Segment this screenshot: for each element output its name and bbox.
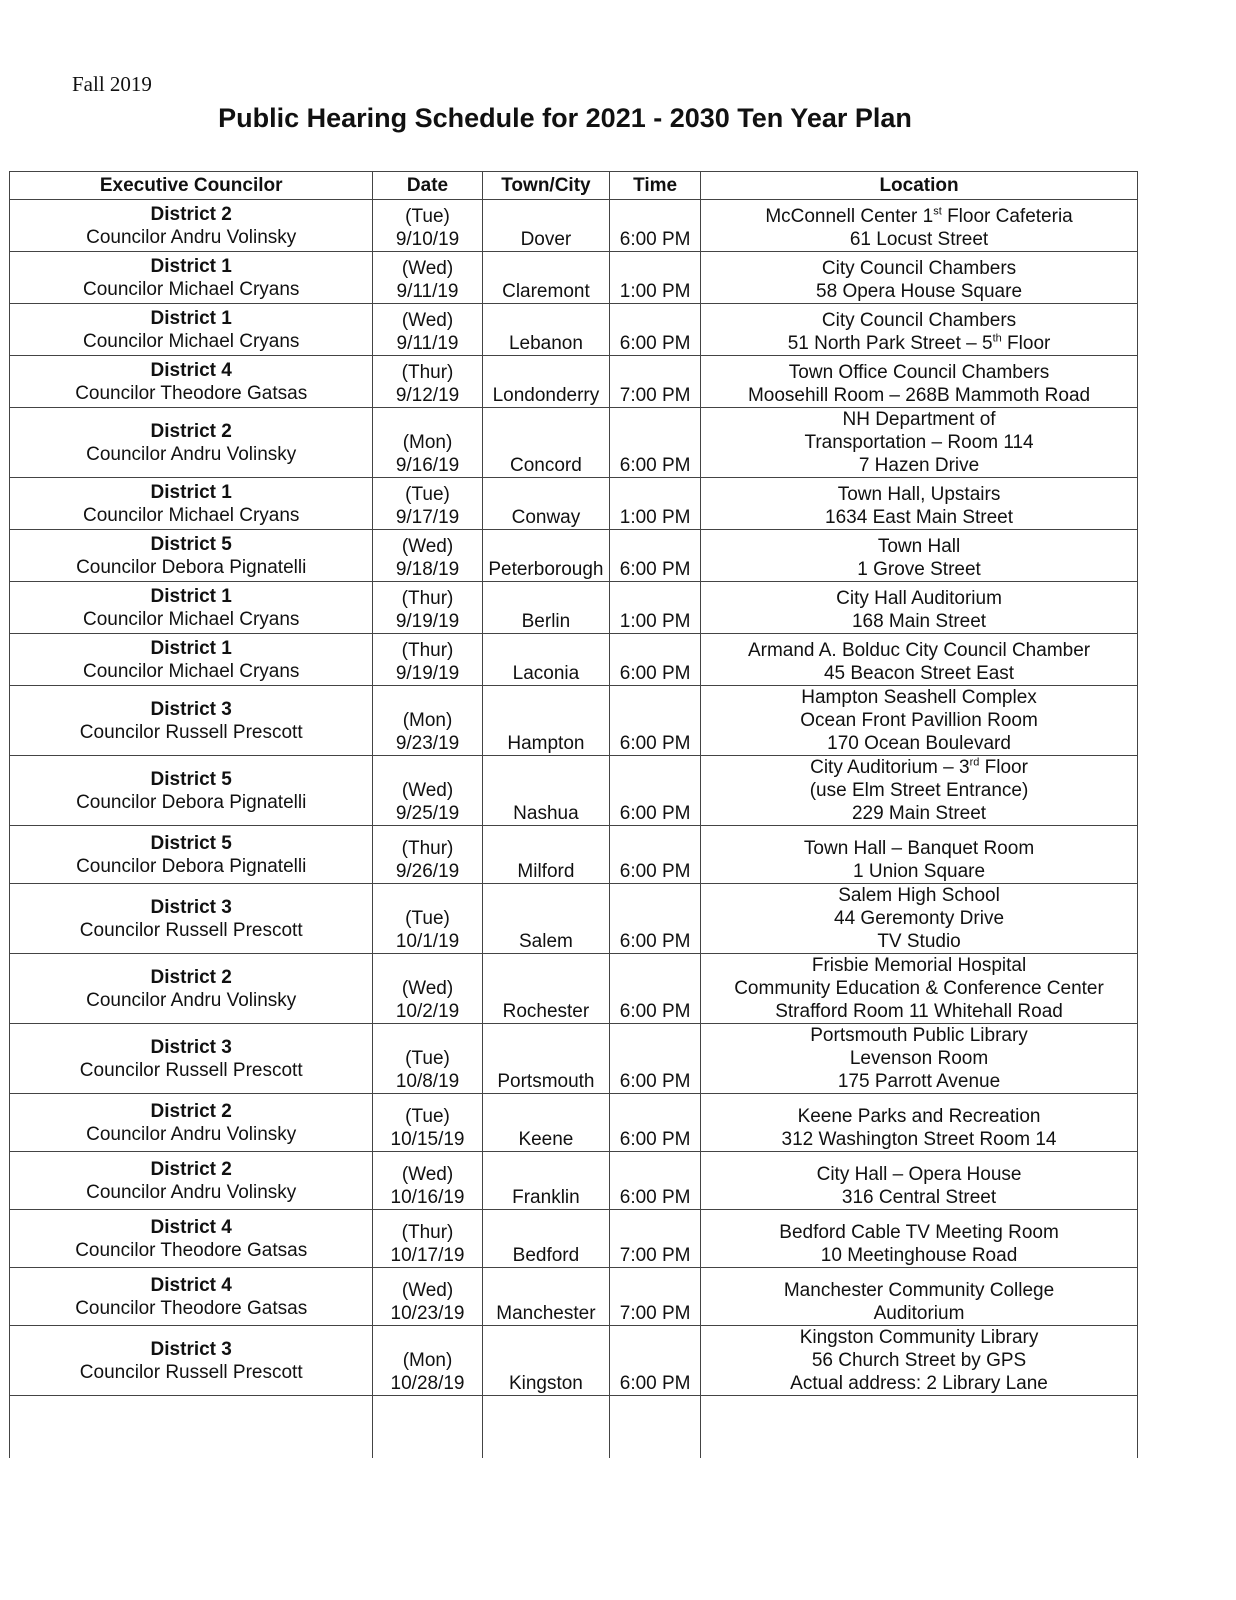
location-line: Frisbie Memorial Hospital bbox=[811, 955, 1027, 976]
location-cell bbox=[701, 1268, 1138, 1326]
councilor-name: Councilor Debora Pignatelli bbox=[76, 855, 307, 877]
district-label: District 3 bbox=[150, 1036, 232, 1058]
location-line: TV Studio bbox=[877, 931, 961, 952]
location-text: 51 North Park Street – 5 bbox=[787, 333, 993, 354]
town-cell: Londonderry bbox=[482, 356, 610, 408]
district-label: District 5 bbox=[150, 832, 232, 854]
date-value: 10/16/19 bbox=[390, 1187, 465, 1208]
date-value: 10/23/19 bbox=[390, 1303, 465, 1324]
date-cell bbox=[373, 884, 482, 954]
location-line: 1634 East Main Street bbox=[825, 507, 1014, 528]
weekday: (Tue) bbox=[405, 484, 450, 505]
councilor-name: Councilor Debora Pignatelli bbox=[76, 556, 307, 578]
district-label: District 2 bbox=[150, 203, 232, 225]
weekday: (Thur) bbox=[401, 838, 454, 859]
table-row bbox=[10, 200, 1138, 252]
councilor-cell bbox=[10, 530, 373, 582]
date-value: 9/11/19 bbox=[396, 281, 459, 302]
location-line: 7 Hazen Drive bbox=[858, 455, 980, 476]
district-label: District 1 bbox=[150, 585, 232, 607]
weekday: (Mon) bbox=[402, 432, 453, 453]
councilor-name: Councilor Theodore Gatsas bbox=[75, 382, 308, 404]
date-cell bbox=[373, 756, 482, 826]
date-value: 9/26/19 bbox=[395, 861, 460, 882]
location-cell bbox=[701, 1024, 1138, 1094]
councilor-name: Councilor Andru Volinsky bbox=[86, 1123, 297, 1145]
location-line: Actual address: 2 Library Lane bbox=[790, 1373, 1048, 1394]
date-cell bbox=[373, 408, 482, 478]
table-row bbox=[10, 252, 1138, 304]
weekday: (Thur) bbox=[401, 362, 454, 383]
location-line: 10 Meetinghouse Road bbox=[820, 1245, 1018, 1266]
header-location: Location bbox=[701, 172, 1138, 200]
councilor-name: Councilor Michael Cryans bbox=[82, 660, 300, 682]
location-line: City Hall – Opera House bbox=[816, 1164, 1022, 1185]
location-line: (use Elm Street Entrance) bbox=[809, 780, 1029, 801]
date-value: 9/16/19 bbox=[395, 455, 460, 476]
location-text: Floor Cafeteria bbox=[941, 206, 1073, 227]
header-town: Town/City bbox=[482, 172, 610, 200]
time-cell: 1:00 PM bbox=[610, 582, 701, 634]
date-value: 9/17/19 bbox=[395, 507, 460, 528]
town-cell: Concord bbox=[482, 408, 610, 478]
ordinal-suffix: st bbox=[933, 205, 942, 218]
date-value: 10/17/19 bbox=[390, 1245, 465, 1266]
councilor-name: Councilor Andru Volinsky bbox=[86, 443, 297, 465]
table-row bbox=[10, 1268, 1138, 1326]
time-cell: 7:00 PM bbox=[610, 356, 701, 408]
town-cell: Hampton bbox=[482, 686, 610, 756]
weekday: (Wed) bbox=[401, 310, 454, 331]
table-row bbox=[10, 356, 1138, 408]
district-label: District 2 bbox=[150, 1158, 232, 1180]
district-label: District 4 bbox=[150, 1216, 232, 1238]
date-cell bbox=[373, 304, 482, 356]
header-councilor: Executive Councilor bbox=[10, 172, 373, 200]
table-row bbox=[10, 530, 1138, 582]
town-cell: Manchester bbox=[482, 1268, 610, 1326]
town-cell: Berlin bbox=[482, 582, 610, 634]
location-line: Town Hall, Upstairs bbox=[837, 484, 1001, 505]
location-line: City Council Chambers bbox=[821, 310, 1017, 331]
councilor-cell bbox=[10, 304, 373, 356]
town-cell: Nashua bbox=[482, 756, 610, 826]
location-cell bbox=[701, 408, 1138, 478]
time-cell: 6:00 PM bbox=[610, 884, 701, 954]
councilor-cell bbox=[10, 1210, 373, 1268]
time-cell: 7:00 PM bbox=[610, 1210, 701, 1268]
location-line: Town Hall bbox=[877, 536, 961, 557]
table-row bbox=[10, 634, 1138, 686]
table-row bbox=[10, 1210, 1138, 1268]
weekday: (Tue) bbox=[405, 1106, 450, 1127]
date-cell bbox=[373, 1210, 482, 1268]
location-line: Town Hall – Banquet Room bbox=[803, 838, 1035, 859]
time-cell: 1:00 PM bbox=[610, 478, 701, 530]
time-cell: 6:00 PM bbox=[610, 408, 701, 478]
town-cell: Peterborough bbox=[482, 530, 610, 582]
location-cell bbox=[701, 826, 1138, 884]
weekday: (Tue) bbox=[405, 1048, 450, 1069]
date-cell bbox=[373, 356, 482, 408]
location-text: McConnell Center 1 bbox=[765, 206, 934, 227]
date-value: 9/23/19 bbox=[395, 733, 460, 754]
location-line: 44 Geremonty Drive bbox=[834, 908, 1005, 929]
location-text: Floor bbox=[1001, 333, 1051, 354]
date-cell bbox=[373, 634, 482, 686]
location-line: Hampton Seashell Complex bbox=[801, 687, 1037, 708]
table-row bbox=[10, 954, 1138, 1024]
empty-cell bbox=[482, 1396, 610, 1459]
table-row bbox=[10, 582, 1138, 634]
location-cell bbox=[701, 1210, 1138, 1268]
table-row bbox=[10, 1152, 1138, 1210]
councilor-cell bbox=[10, 756, 373, 826]
district-label: District 1 bbox=[150, 307, 232, 329]
councilor-cell bbox=[10, 1268, 373, 1326]
councilor-cell bbox=[10, 634, 373, 686]
town-cell: Conway bbox=[482, 478, 610, 530]
time-cell: 6:00 PM bbox=[610, 756, 701, 826]
location-cell bbox=[701, 530, 1138, 582]
date-value: 9/12/19 bbox=[395, 385, 460, 406]
town-cell: Lebanon bbox=[482, 304, 610, 356]
town-cell: Bedford bbox=[482, 1210, 610, 1268]
table-row bbox=[10, 304, 1138, 356]
page-title: Public Hearing Schedule for 2021 - 2030 Ten Year Plan bbox=[218, 103, 912, 133]
table-body bbox=[10, 200, 1138, 1459]
councilor-cell bbox=[10, 1024, 373, 1094]
date-cell bbox=[373, 686, 482, 756]
councilor-name: Councilor Russell Prescott bbox=[79, 919, 303, 941]
header-date: Date bbox=[373, 172, 482, 200]
weekday: (Thur) bbox=[401, 588, 454, 609]
location-line: 229 Main Street bbox=[851, 803, 987, 824]
header-time: Time bbox=[610, 172, 701, 200]
councilor-cell bbox=[10, 252, 373, 304]
councilor-name: Councilor Michael Cryans bbox=[82, 278, 300, 300]
location-cell bbox=[701, 304, 1138, 356]
date-value: 10/1/19 bbox=[395, 931, 460, 952]
date-cell bbox=[373, 582, 482, 634]
date-value: 9/19/19 bbox=[395, 663, 460, 684]
location-cell bbox=[701, 686, 1138, 756]
location-line: 316 Central Street bbox=[841, 1187, 997, 1208]
councilor-cell bbox=[10, 356, 373, 408]
date-value: 9/19/19 bbox=[395, 611, 460, 632]
councilor-cell bbox=[10, 582, 373, 634]
councilor-cell bbox=[10, 954, 373, 1024]
weekday: (Tue) bbox=[405, 206, 450, 227]
councilor-name: Councilor Michael Cryans bbox=[82, 608, 300, 630]
table-row bbox=[10, 756, 1138, 826]
councilor-name: Councilor Russell Prescott bbox=[79, 721, 303, 743]
weekday: (Wed) bbox=[401, 780, 454, 801]
councilor-name: Councilor Russell Prescott bbox=[79, 1361, 303, 1383]
councilor-name: Councilor Michael Cryans bbox=[82, 504, 300, 526]
district-label: District 3 bbox=[150, 896, 232, 918]
district-label: District 4 bbox=[150, 359, 232, 381]
location-line: 168 Main Street bbox=[851, 611, 987, 632]
date-value: 10/28/19 bbox=[390, 1373, 465, 1394]
table-row bbox=[10, 884, 1138, 954]
table-row bbox=[10, 826, 1138, 884]
town-cell: Salem bbox=[482, 884, 610, 954]
location-line bbox=[703, 756, 1135, 779]
empty-cell bbox=[610, 1396, 701, 1459]
town-cell: Milford bbox=[482, 826, 610, 884]
councilor-cell bbox=[10, 1152, 373, 1210]
time-cell: 6:00 PM bbox=[610, 530, 701, 582]
location-cell bbox=[701, 1094, 1138, 1152]
councilor-name: Councilor Debora Pignatelli bbox=[76, 791, 307, 813]
weekday: (Wed) bbox=[401, 258, 454, 279]
location-cell bbox=[701, 1326, 1138, 1396]
table-filler-row bbox=[10, 1396, 1138, 1459]
district-label: District 3 bbox=[150, 1338, 232, 1360]
district-label: District 2 bbox=[150, 966, 232, 988]
town-cell: Claremont bbox=[482, 252, 610, 304]
district-label: District 1 bbox=[150, 637, 232, 659]
weekday: (Wed) bbox=[401, 1164, 454, 1185]
district-label: District 1 bbox=[150, 481, 232, 503]
location-cell bbox=[701, 1152, 1138, 1210]
location-line bbox=[703, 332, 1135, 355]
time-cell: 6:00 PM bbox=[610, 1326, 701, 1396]
location-line: NH Department of bbox=[842, 409, 996, 430]
location-line: Keene Parks and Recreation bbox=[797, 1106, 1041, 1127]
councilor-cell bbox=[10, 686, 373, 756]
location-line: Auditorium bbox=[873, 1303, 965, 1324]
empty-cell bbox=[701, 1396, 1138, 1459]
date-cell bbox=[373, 1094, 482, 1152]
weekday: (Tue) bbox=[405, 908, 450, 929]
hearing-schedule-table bbox=[9, 171, 1138, 1458]
season-label: Fall 2019 bbox=[72, 72, 152, 96]
date-value: 10/2/19 bbox=[395, 1001, 460, 1022]
councilor-cell bbox=[10, 826, 373, 884]
date-value: 10/15/19 bbox=[390, 1129, 465, 1150]
table-row bbox=[10, 408, 1138, 478]
district-label: District 5 bbox=[150, 768, 232, 790]
time-cell: 1:00 PM bbox=[610, 252, 701, 304]
time-cell: 6:00 PM bbox=[610, 686, 701, 756]
location-cell bbox=[701, 200, 1138, 252]
location-line bbox=[703, 205, 1135, 228]
location-line: Manchester Community College bbox=[783, 1280, 1055, 1301]
date-cell bbox=[373, 1024, 482, 1094]
district-label: District 5 bbox=[150, 533, 232, 555]
date-value: 9/18/19 bbox=[395, 559, 460, 580]
date-cell bbox=[373, 252, 482, 304]
location-cell bbox=[701, 252, 1138, 304]
councilor-name: Councilor Andru Volinsky bbox=[86, 226, 297, 248]
location-text: Floor bbox=[979, 757, 1028, 778]
date-cell bbox=[373, 478, 482, 530]
councilor-cell bbox=[10, 200, 373, 252]
table-row bbox=[10, 1024, 1138, 1094]
location-line: 1 Grove Street bbox=[857, 559, 981, 580]
ordinal-suffix: th bbox=[992, 332, 1002, 345]
councilor-cell bbox=[10, 408, 373, 478]
location-line: Moosehill Room – 268B Mammoth Road bbox=[747, 385, 1091, 406]
location-line: 170 Ocean Boulevard bbox=[827, 733, 1011, 754]
location-cell bbox=[701, 478, 1138, 530]
empty-cell bbox=[373, 1396, 482, 1459]
date-value: 9/11/19 bbox=[396, 333, 459, 354]
time-cell: 6:00 PM bbox=[610, 1152, 701, 1210]
date-cell bbox=[373, 826, 482, 884]
table-row bbox=[10, 478, 1138, 530]
district-label: District 1 bbox=[150, 255, 232, 277]
location-line: Strafford Room 11 Whitehall Road bbox=[775, 1001, 1063, 1022]
councilor-name: Councilor Andru Volinsky bbox=[86, 989, 297, 1011]
time-cell: 7:00 PM bbox=[610, 1268, 701, 1326]
ordinal-suffix: rd bbox=[969, 756, 980, 769]
councilor-name: Councilor Andru Volinsky bbox=[86, 1181, 297, 1203]
location-line: Community Education & Conference Center bbox=[734, 978, 1104, 999]
councilor-cell bbox=[10, 884, 373, 954]
location-line: Bedford Cable TV Meeting Room bbox=[779, 1222, 1059, 1243]
weekday: (Thur) bbox=[401, 640, 454, 661]
town-cell: Franklin bbox=[482, 1152, 610, 1210]
location-cell bbox=[701, 954, 1138, 1024]
time-cell: 6:00 PM bbox=[610, 826, 701, 884]
location-line: Town Office Council Chambers bbox=[788, 362, 1050, 383]
location-cell bbox=[701, 634, 1138, 686]
councilor-name: Councilor Michael Cryans bbox=[82, 330, 300, 352]
date-value: 9/25/19 bbox=[395, 803, 460, 824]
district-label: District 3 bbox=[150, 698, 232, 720]
location-line: Kingston Community Library bbox=[799, 1327, 1039, 1348]
location-text: City Auditorium – 3 bbox=[810, 757, 970, 778]
date-cell bbox=[373, 530, 482, 582]
date-cell bbox=[373, 1152, 482, 1210]
table-row bbox=[10, 686, 1138, 756]
councilor-cell bbox=[10, 478, 373, 530]
date-cell bbox=[373, 1268, 482, 1326]
town-cell: Keene bbox=[482, 1094, 610, 1152]
empty-cell bbox=[10, 1396, 373, 1459]
location-line: 56 Church Street by GPS bbox=[811, 1350, 1027, 1371]
location-line: 312 Washington Street Room 14 bbox=[781, 1129, 1057, 1150]
time-cell: 6:00 PM bbox=[610, 1024, 701, 1094]
weekday: (Thur) bbox=[401, 1222, 454, 1243]
location-line: City Hall Auditorium bbox=[836, 588, 1002, 609]
date-cell bbox=[373, 200, 482, 252]
location-line: Levenson Room bbox=[849, 1048, 989, 1069]
location-line: Portsmouth Public Library bbox=[810, 1025, 1028, 1046]
town-cell: Kingston bbox=[482, 1326, 610, 1396]
councilor-name: Councilor Theodore Gatsas bbox=[75, 1239, 308, 1261]
location-line: 45 Beacon Street East bbox=[823, 663, 1015, 684]
location-line: 175 Parrott Avenue bbox=[837, 1071, 1001, 1092]
location-line: 61 Locust Street bbox=[849, 229, 989, 250]
time-cell: 6:00 PM bbox=[610, 304, 701, 356]
town-cell: Laconia bbox=[482, 634, 610, 686]
location-line: 1 Union Square bbox=[853, 861, 986, 882]
time-cell: 6:00 PM bbox=[610, 200, 701, 252]
weekday: (Wed) bbox=[401, 978, 454, 999]
time-cell: 6:00 PM bbox=[610, 634, 701, 686]
weekday: (Mon) bbox=[402, 1350, 453, 1371]
table-header-row bbox=[10, 172, 1138, 200]
location-cell bbox=[701, 356, 1138, 408]
weekday: (Wed) bbox=[401, 1280, 454, 1301]
councilor-cell bbox=[10, 1094, 373, 1152]
date-cell bbox=[373, 954, 482, 1024]
location-line: Armand A. Bolduc City Council Chamber bbox=[747, 640, 1091, 661]
date-cell bbox=[373, 1326, 482, 1396]
date-value: 9/10/19 bbox=[395, 229, 460, 250]
town-cell: Rochester bbox=[482, 954, 610, 1024]
location-cell bbox=[701, 582, 1138, 634]
town-cell: Portsmouth bbox=[482, 1024, 610, 1094]
location-line: Salem High School bbox=[838, 885, 1000, 906]
councilor-cell bbox=[10, 1326, 373, 1396]
district-label: District 4 bbox=[150, 1274, 232, 1296]
location-line: City Council Chambers bbox=[821, 258, 1017, 279]
location-line: Transportation – Room 114 bbox=[804, 432, 1034, 453]
district-label: District 2 bbox=[150, 420, 232, 442]
location-cell bbox=[701, 756, 1138, 826]
councilor-name: Councilor Russell Prescott bbox=[79, 1059, 303, 1081]
location-line: 58 Opera House Square bbox=[816, 281, 1023, 302]
time-cell: 6:00 PM bbox=[610, 954, 701, 1024]
date-value: 10/8/19 bbox=[395, 1071, 460, 1092]
town-cell: Dover bbox=[482, 200, 610, 252]
district-label: District 2 bbox=[150, 1100, 232, 1122]
time-cell: 6:00 PM bbox=[610, 1094, 701, 1152]
location-cell bbox=[701, 884, 1138, 954]
weekday: (Mon) bbox=[402, 710, 453, 731]
location-line: Ocean Front Pavillion Room bbox=[800, 710, 1038, 731]
weekday: (Wed) bbox=[401, 536, 454, 557]
councilor-name: Councilor Theodore Gatsas bbox=[75, 1297, 308, 1319]
table-row bbox=[10, 1094, 1138, 1152]
table-row bbox=[10, 1326, 1138, 1396]
